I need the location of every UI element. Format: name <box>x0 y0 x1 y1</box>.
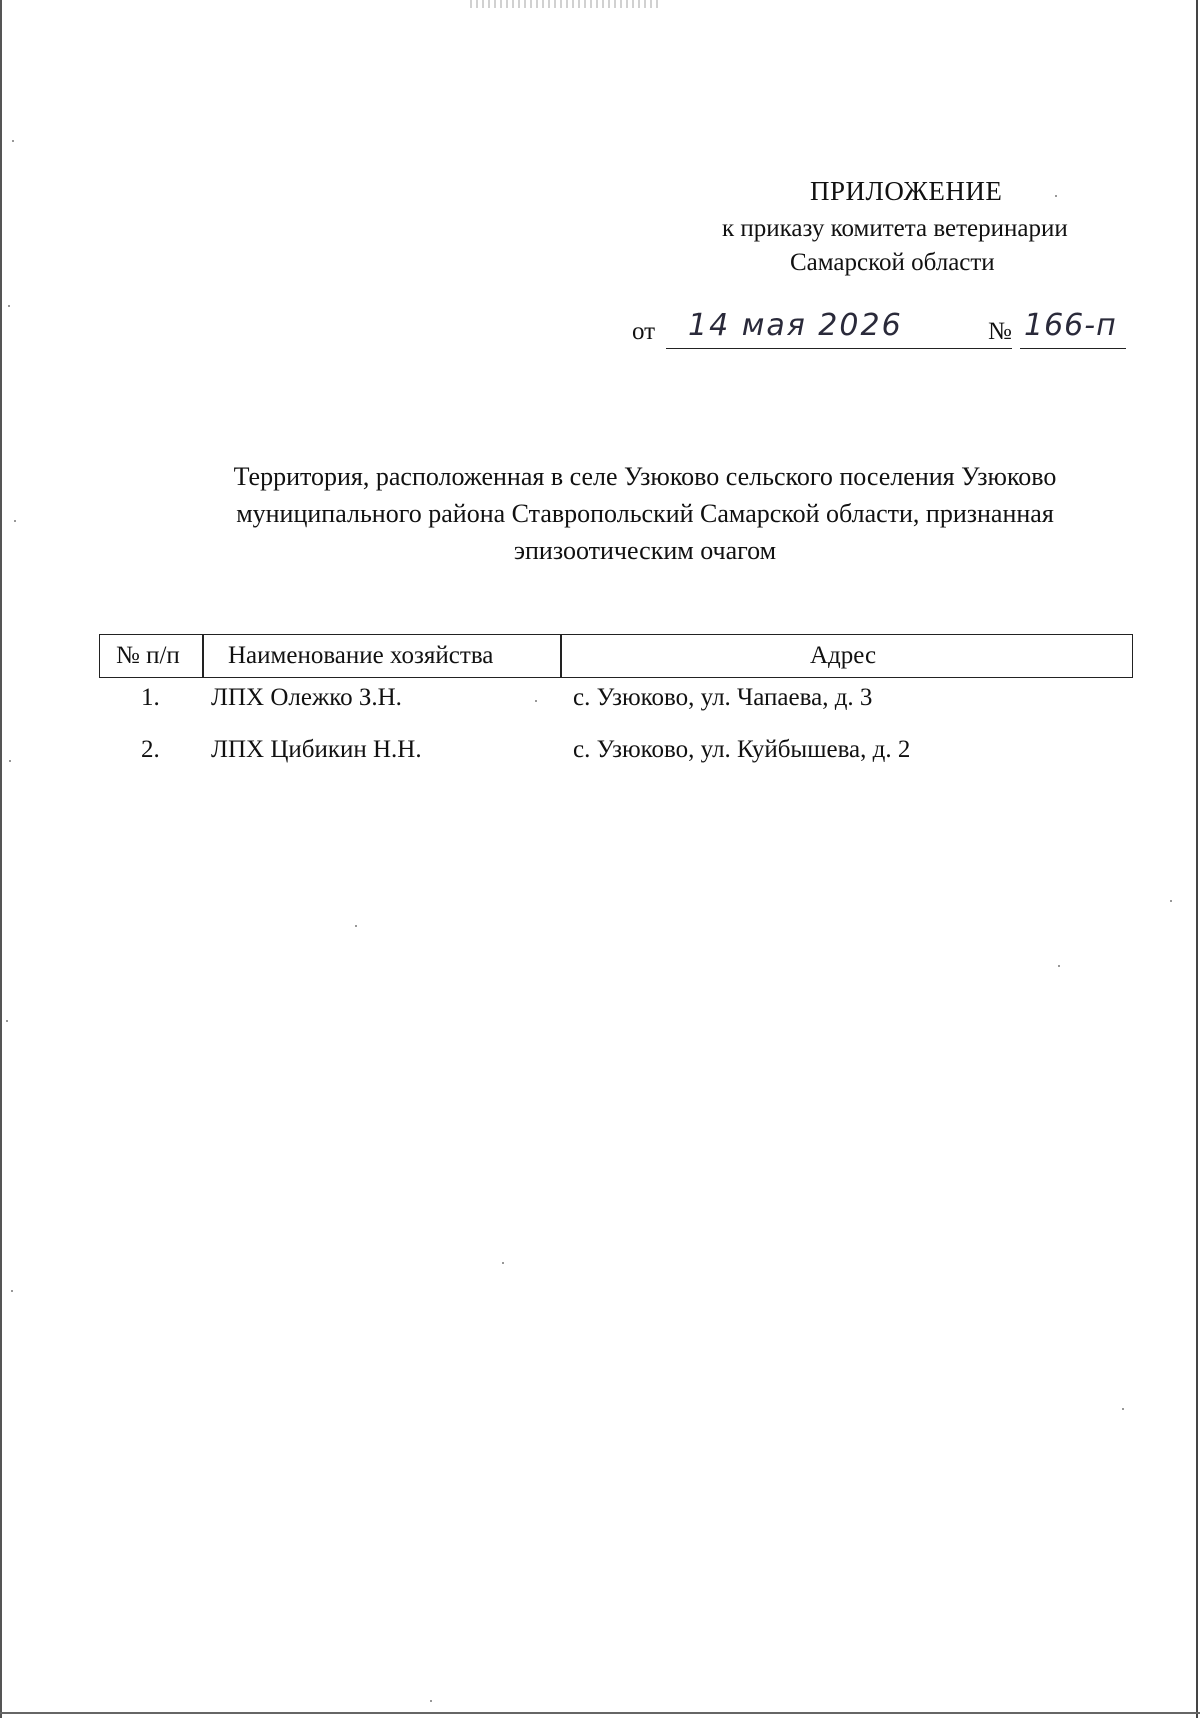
scan-speck <box>6 1020 8 1022</box>
appendix-subtitle-line-2: Самарской области <box>790 249 995 276</box>
table-row <box>99 678 1133 730</box>
row-household-name: ЛПХ Олежко З.Н. <box>211 684 402 711</box>
scan-edge-left <box>0 0 2 1718</box>
row-number: 1. <box>141 684 160 711</box>
scan-speck <box>1058 965 1060 967</box>
scan-speck <box>9 760 11 762</box>
territory-heading-line-3: эпизоотическим очагом <box>513 536 777 565</box>
territory-heading-line-1: Территория, расположенная в селе Узюково сельского поселения Узюково <box>233 462 1057 491</box>
column-divider <box>560 635 562 677</box>
scan-speck <box>502 1262 504 1264</box>
order-date-number-line <box>632 308 1126 352</box>
table-header-row <box>99 634 1133 678</box>
scan-speck <box>355 925 357 927</box>
households-table <box>99 634 1133 782</box>
order-number-sign: № <box>988 318 1012 345</box>
table-row <box>99 730 1133 782</box>
territory-heading <box>170 458 1120 569</box>
column-header-name: Наименование хозяйства <box>228 642 494 669</box>
order-date-prefix: от <box>632 318 656 345</box>
order-number-field <box>1020 308 1126 349</box>
row-address: с. Узюково, ул. Куйбышева, д. 2 <box>573 736 911 763</box>
order-date-field <box>666 308 1012 349</box>
scan-speck <box>430 1700 432 1702</box>
scan-speck <box>1170 900 1172 902</box>
scan-speck <box>1055 195 1057 197</box>
scan-edge-bottom <box>0 1712 1200 1714</box>
row-address: с. Узюково, ул. Чапаева, д. 3 <box>573 684 873 711</box>
scan-speck <box>14 520 16 522</box>
scan-speck <box>8 305 10 307</box>
territory-heading-line-2: муниципального района Ставропольский Самарской области, признанная <box>236 499 1054 528</box>
row-household-name: ЛПХ Цибикин Н.Н. <box>211 736 422 763</box>
order-date-handwritten: 14 мая 2026 <box>688 308 903 343</box>
scan-edge-right <box>1196 0 1198 1718</box>
row-number: 2. <box>141 736 160 763</box>
appendix-subtitle-line-1: к приказу комитета ветеринарии <box>722 215 1068 242</box>
scan-speck <box>11 1290 13 1292</box>
order-number-handwritten: 166-п <box>1024 308 1117 343</box>
scan-scuff <box>470 0 660 8</box>
appendix-title: ПРИЛОЖЕНИЕ <box>810 176 1003 206</box>
scan-speck <box>1122 1408 1124 1410</box>
column-header-number: № п/п <box>116 642 180 669</box>
column-header-address: Адрес <box>810 642 877 669</box>
scan-speck <box>12 140 14 142</box>
column-divider <box>202 635 204 677</box>
